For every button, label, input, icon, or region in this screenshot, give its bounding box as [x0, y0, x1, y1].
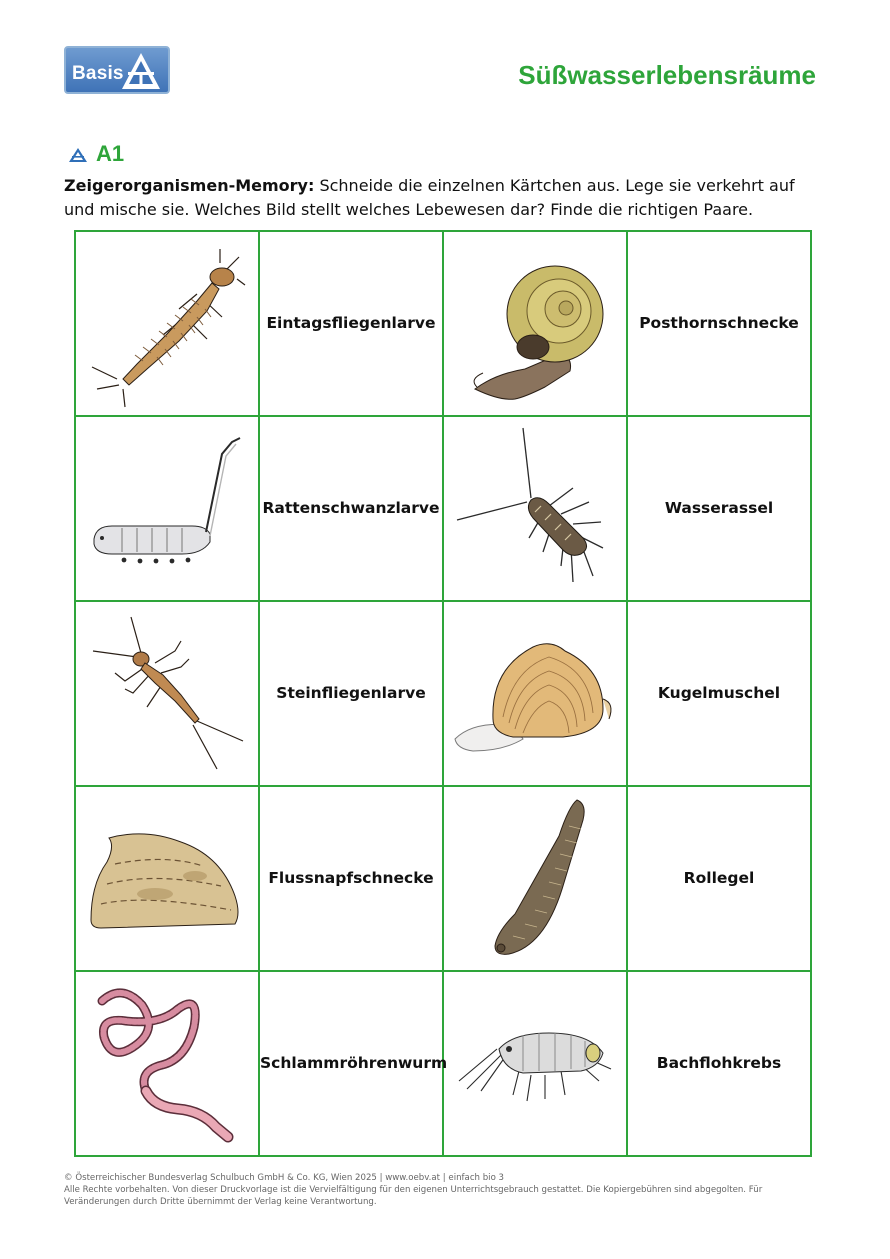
card-image-leech	[443, 786, 627, 971]
footer-line-1: © Österreichischer Bundesverlag Schulbuch GmbH & Co. KG, Wien 2025 | www.oebv.at | einfach bio 3	[64, 1173, 505, 1183]
card-image-stonefly-larva	[75, 601, 259, 786]
task-label: A1	[96, 141, 125, 166]
card-name: Rattenschwanzlarve	[262, 499, 440, 517]
card-name: Bachflohkrebs	[656, 1054, 782, 1072]
card-image-freshwater-shrimp	[443, 971, 627, 1156]
ramshorn-snail-icon	[455, 239, 615, 409]
card-label-rat-tailed-maggot	[259, 416, 443, 601]
stonefly-larva-icon	[85, 611, 250, 776]
task-instructions	[64, 174, 824, 222]
card-label-water-louse	[627, 416, 811, 601]
freshwater-shrimp-icon	[453, 1009, 618, 1119]
rat-tailed-maggot-icon	[82, 434, 252, 584]
copyright-footer	[64, 1172, 824, 1208]
card-label-freshwater-shrimp	[627, 971, 811, 1156]
card-label-stonefly-larva	[259, 601, 443, 786]
logo-text: Basis	[72, 63, 124, 84]
card-label-pea-clam	[627, 601, 811, 786]
card-image-mayfly-larva	[75, 231, 259, 416]
triangle-logo-icon	[120, 51, 162, 91]
card-image-rat-tailed-maggot	[75, 416, 259, 601]
card-label-ramshorn-snail	[627, 231, 811, 416]
pea-clam-icon	[453, 629, 618, 759]
card-image-water-louse	[443, 416, 627, 601]
footer-line-2: Alle Rechte vorbehalten. Von dieser Druckvorlage ist die Vervielfältigung für den eigenen Unterrichtsgebrauch gestattet. Die Kopiergebühren sind abgegolten. Für Veränderungen durch Dritte übernimmt der Verlag keine Verantwortung.	[64, 1185, 763, 1207]
task-text: Schneide die einzelnen Kärtchen aus. Lege sie verkehrt auf und mische sie. Welches Bild stellt welches Lebewesen dar? Finde die richtigen Paare.	[64, 176, 795, 219]
card-name: Wasserassel	[664, 499, 774, 517]
card-label-leech	[627, 786, 811, 971]
tubifex-worm-icon	[82, 981, 252, 1146]
basis-logo	[64, 46, 170, 94]
water-louse-icon	[453, 426, 618, 591]
card-name: Eintagsfliegenlarve	[266, 314, 436, 332]
card-name: Schlammröhrenwurm	[260, 1054, 448, 1072]
card-name: Steinfliegenlarve	[276, 684, 426, 702]
memory-card-grid	[74, 230, 812, 1157]
card-label-river-limpet	[259, 786, 443, 971]
card-name: Posthornschnecke	[639, 314, 799, 332]
task-bold-intro: Zeigerorganismen-Memory:	[64, 176, 315, 195]
mayfly-larva-icon	[87, 239, 247, 409]
card-name: Rollegel	[683, 869, 755, 887]
river-limpet-icon	[85, 824, 250, 934]
card-label-tubifex-worm	[259, 971, 448, 1156]
leech-icon	[465, 796, 605, 961]
card-label-mayfly-larva	[259, 231, 443, 416]
card-image-river-limpet	[75, 786, 259, 971]
task-triangle-icon	[68, 147, 88, 163]
page-title: Süßwasserlebensräume	[518, 60, 816, 90]
card-image-tubifex-worm	[75, 971, 259, 1156]
card-name: Flussnapfschnecke	[268, 869, 434, 887]
card-image-ramshorn-snail	[443, 231, 627, 416]
card-image-pea-clam	[443, 601, 627, 786]
card-name: Kugelmuschel	[657, 684, 781, 702]
